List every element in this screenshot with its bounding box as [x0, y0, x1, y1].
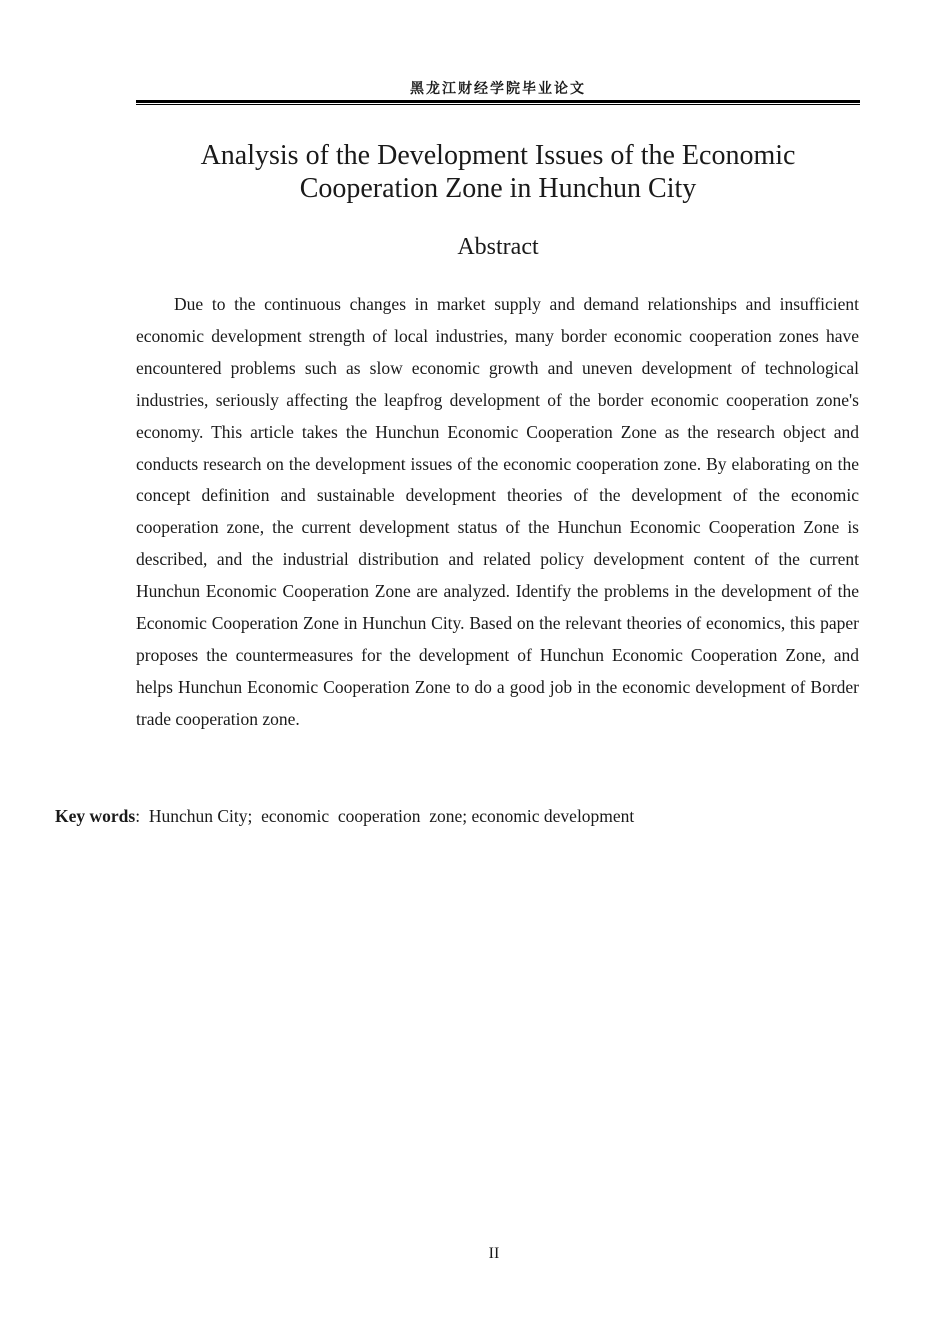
running-header: 黑龙江财经学院毕业论文 [410, 81, 586, 97]
abstract-body: Due to the continuous changes in market supply and demand relationships and insufficient economic development strength of local industries, many border economic cooperation zones have encountered problems such as slow economic growth and uneven development of technological industries, seriously affecting the leapfrog development of the border economic cooperation zone's economy. This article takes the Hunchun Economic Cooperation Zone as the research object and conducts research on the development issues of the economic cooperation zone. By elaborating on the concept definition and sustainable development theories of the development of the economic cooperation zone, the current development status of the Hunchun Economic Cooperation Zone is described, and the industrial distribution and related policy development content of the current Hunchun Economic Cooperation Zone are analyzed. Identify the problems in the development of the Economic Cooperation Zone in Hunchun City. Based on the relevant theories of economics, this paper proposes the countermeasures for the development of Hunchun Economic Cooperation Zone, and helps Hunchun Economic Cooperation Zone to do a good job in the economic development of Border trade cooperation zone. [136, 294, 859, 729]
page-number: II [488, 1245, 500, 1262]
header-rule-thick [136, 100, 860, 103]
paper-title: Analysis of the Development Issues of the Economic Cooperation Zone in Hunchun City [200, 140, 796, 204]
keywords-text: : Hunchun City; economic cooperation zone; economic development [135, 806, 635, 826]
abstract-heading: Abstract [457, 234, 539, 260]
header-rule-thin [136, 104, 860, 105]
keywords-line [55, 803, 860, 829]
keywords-label: Key words [55, 806, 136, 826]
